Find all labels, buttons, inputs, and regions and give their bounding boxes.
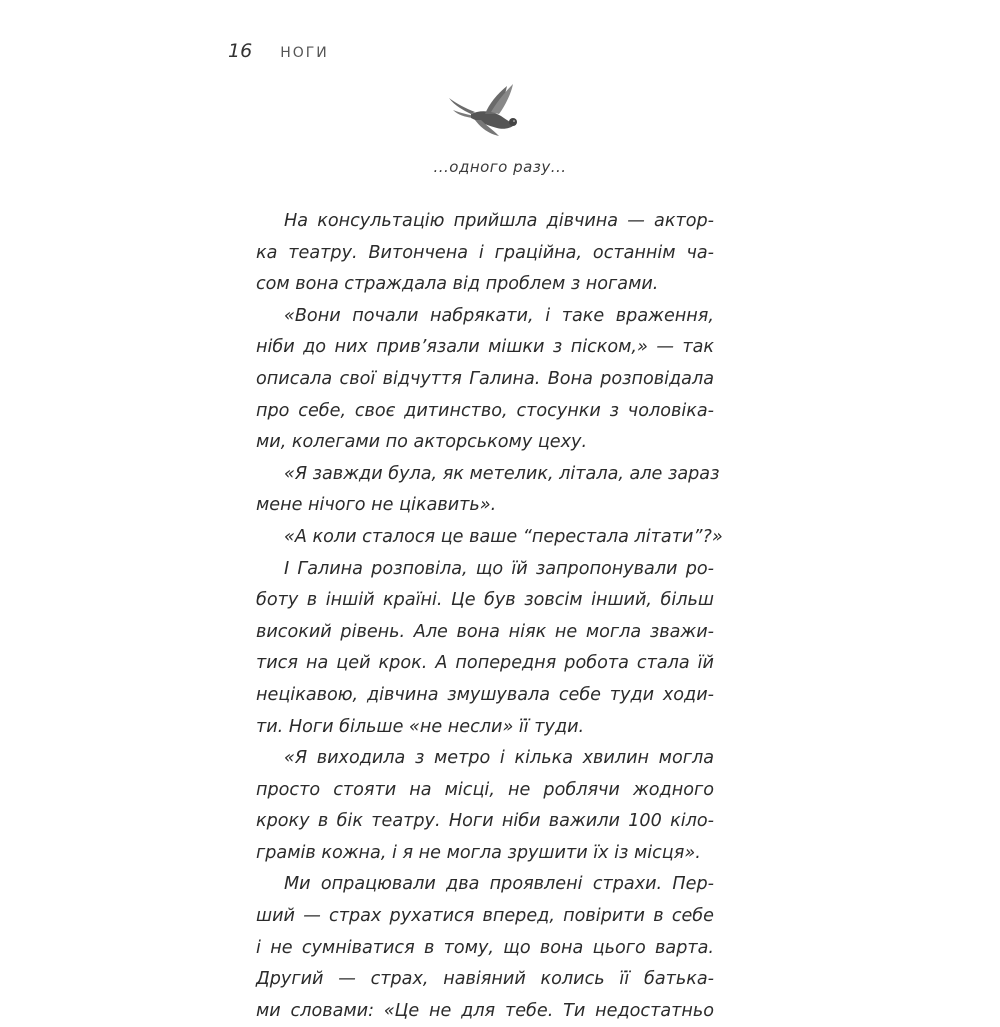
text-line: сом вона страждала від проблем з ногами. xyxy=(256,274,659,295)
text-line: «Вони почали набрякати, і таке враження, xyxy=(284,305,714,326)
text-line: описала свої відчуття Галина. Вона розповідала xyxy=(256,368,714,389)
text-line: високий рівень. Але вона ніяк не могла зважи- xyxy=(256,621,714,642)
text-line: ти. Ноги більше «не несли» її туди. xyxy=(256,716,585,737)
running-head: НОГИ xyxy=(280,45,329,61)
text-line: ка театру. Витончена і граційна, останнім ча- xyxy=(256,242,714,263)
text-line: «А коли сталося це ваше “перестала літати”?» xyxy=(284,526,723,547)
text-line: ми словами: «Це не для тебе. Ти недостатньо xyxy=(256,1000,714,1021)
text-line: просто стояти на місці, не роблячи жодного xyxy=(256,779,714,800)
text-line: Другий — страх, навіяний колись її батька- xyxy=(256,969,714,990)
section-mark: ...одного разу... xyxy=(433,158,567,176)
text-line: про себе, своє дитинство, стосунки з чоловіка- xyxy=(256,400,714,421)
text-line: ший — страх рухатися вперед, повірити в себе xyxy=(256,906,714,927)
text-line: кроку в бік театру. Ноги ніби важили 100 кіло- xyxy=(256,811,714,832)
page-number: 16 xyxy=(228,40,253,62)
text-line: Ми опрацювали два проявлені страхи. Пер- xyxy=(284,874,714,895)
text-line: На консультацію прийшла дівчина — актор- xyxy=(284,211,714,231)
text-line: мене нічого не цікавить». xyxy=(256,495,497,516)
text-line: ми, колегами по акторському цеху. xyxy=(256,432,588,453)
text-line: «Я виходила з метро і кілька хвилин могла xyxy=(284,748,714,769)
text-line: грамів кожна, і я не могла зрушити їх із місця». xyxy=(256,842,701,863)
text-line: і не сумніватися в тому, що вона цього варта. xyxy=(256,937,714,958)
text-line: І Галина розповіла, що їй запропонували ро- xyxy=(284,558,714,579)
text-line: боту в іншій країні. Це був зовсім інший, більш xyxy=(256,590,714,611)
page-header xyxy=(228,40,329,70)
swallow-bird-icon xyxy=(445,80,525,142)
body-text xyxy=(256,206,723,1027)
text-line: тися на цей крок. А попередня робота стала їй xyxy=(256,653,714,674)
text-line: нецікавою, дівчина змушувала себе туди ходи- xyxy=(256,684,714,705)
text-line: ніби до них прив’язали мішки з піском,» — так xyxy=(256,337,714,358)
text-line: «Я завжди була, як метелик, літала, але зараз xyxy=(284,463,720,484)
